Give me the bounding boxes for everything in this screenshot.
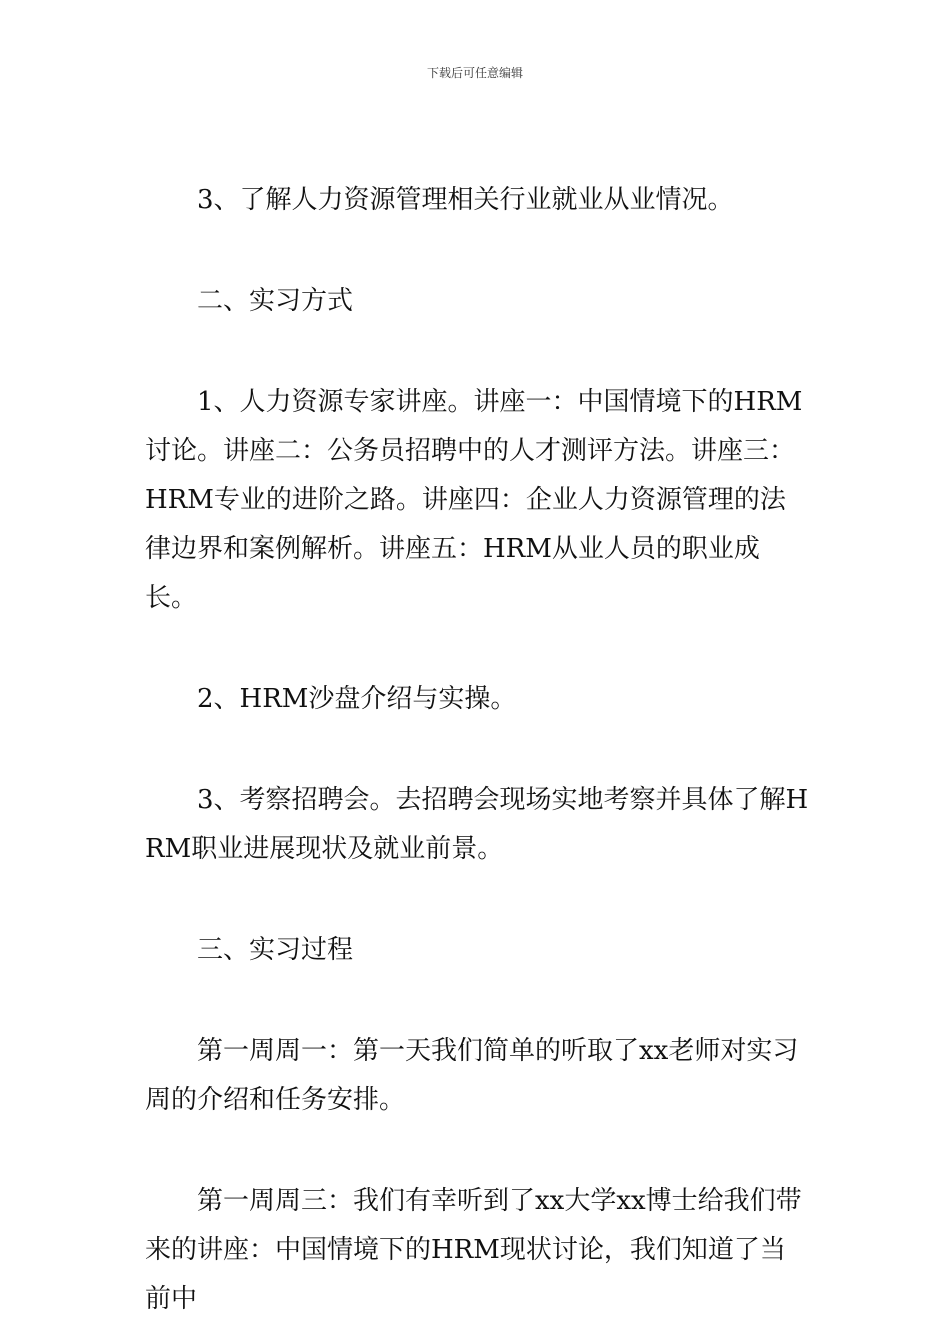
paragraph-gap: [145, 623, 810, 675]
section-heading-process: 三、实习过程: [197, 935, 354, 965]
paragraph-objective-3: 3、了解人力资源管理相关行业就业从业情况。: [197, 185, 734, 215]
paragraph-week1-monday: 第一周周一：第一天我们简单的听取了xx老师对实习周的介绍和任务安排。: [145, 1036, 799, 1115]
paragraph-method-2: 2、HRM沙盘介绍与实操。: [197, 684, 517, 714]
paragraph-gap: [145, 1125, 810, 1177]
paragraph-gap: [145, 975, 810, 1027]
paragraph-method-3: 3、考察招聘会。去招聘会现场实地考察并具体了解HRM职业进展现状及就业前景。: [145, 785, 809, 864]
paragraph-method-1: 1、人力资源专家讲座。讲座一：中国情境下的HRM讨论。讲座二：公务员招聘中的人才测评方法。讲座三：HRM专业的进阶之路。讲座四：企业人力资源管理的法律边界和案例解析。讲座五：HRM从业人员的职业成长。: [145, 387, 803, 613]
paragraph-gap: [145, 874, 810, 926]
paragraph-gap: [145, 225, 810, 277]
paragraph-week1-wednesday: 第一周周三：我们有幸听到了xx大学xx博士给我们带来的讲座：中国情境下的HRM现状讨论，我们知道了当前中: [145, 1186, 802, 1314]
document-body: [145, 176, 810, 1324]
paragraph-gap: [145, 724, 810, 776]
page-header: 下载后可任意编辑: [426, 66, 523, 80]
section-heading-method: 二、实习方式: [197, 286, 354, 316]
paragraph-gap: [145, 326, 810, 378]
